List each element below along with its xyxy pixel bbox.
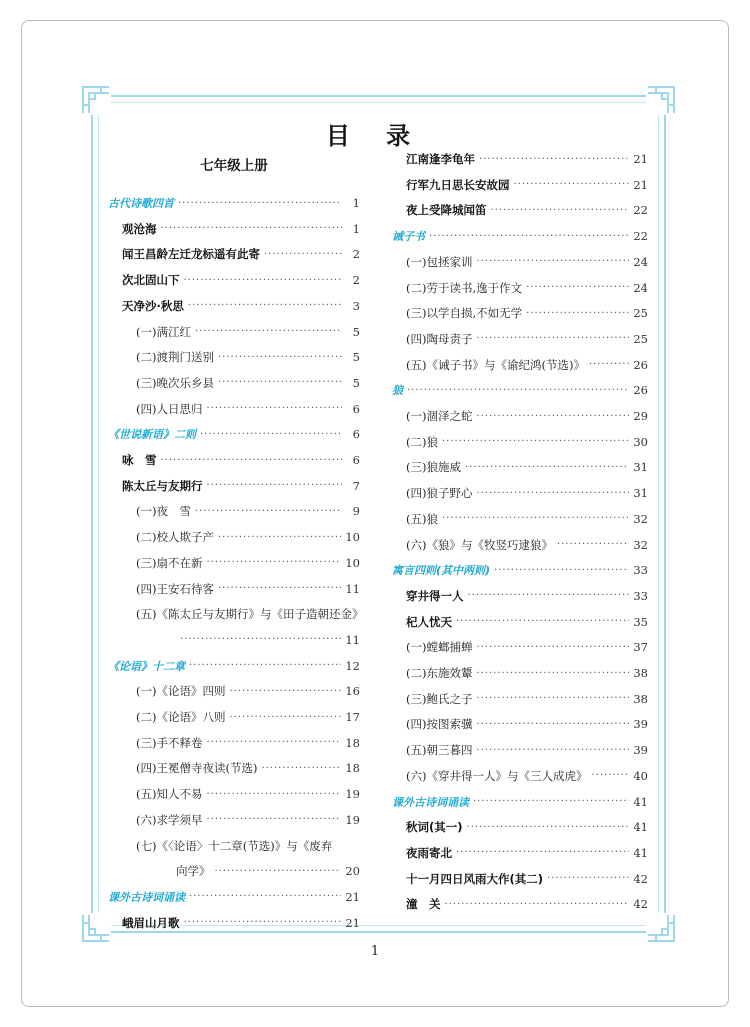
toc-entry[interactable] [136,783,360,805]
toc-entry[interactable] [136,809,360,831]
dot-leader [188,300,342,311]
dot-leader [476,745,629,756]
toc-page-number: 32 [633,537,648,552]
toc-page-number: 5 [352,375,360,390]
corner-ornament-icon [646,85,676,115]
toc-entry-title: (一)夜 雪 [136,504,191,519]
dot-leader [479,154,629,165]
dot-leader [178,198,342,209]
toc-page-number: 30 [633,434,648,449]
toc-entry[interactable] [406,508,648,530]
dot-leader [494,565,629,576]
toc-entry[interactable] [136,321,360,343]
dot-leader [229,712,341,723]
dot-leader [456,616,629,627]
toc-entry-title: 潼 关 [406,897,441,912]
toc-entry[interactable] [136,372,360,394]
toc-entry-title: (二)东施效颦 [406,666,473,680]
toc-page-number: 21 [345,915,360,930]
toc-entry[interactable] [406,405,648,427]
toc-page-number: 37 [633,640,648,655]
toc-entry-title: (二)校人欺子产 [136,530,214,545]
toc-entry-title: (四)狼子野心 [406,486,473,501]
toc-page-number: 21 [345,889,360,904]
toc-entry-title: 夜雨寄北 [406,845,452,860]
toc-page-number: 9 [352,504,360,519]
toc-entry-title: 夜上受降城闻笛 [406,203,487,218]
toc-page-number: 11 [345,581,360,596]
toc-entry[interactable] [406,277,648,299]
dot-leader [445,899,630,910]
toc-entry[interactable] [406,765,648,787]
toc-entry-title: 穿井得一人 [406,588,464,603]
toc-page-number: 1 [352,196,360,210]
toc-page-number: 31 [633,486,648,501]
toc-page-number: 6 [352,401,360,416]
page-title: 目 录 [325,122,425,150]
toc-entry[interactable] [122,295,360,317]
toc-page-number: 11 [345,632,360,647]
toc-entry[interactable] [406,251,648,273]
toc-page-number: 24 [633,254,648,269]
toc-entry-title: 观沧海 [122,221,157,236]
dot-leader [189,891,341,902]
toc-entry-title: 课外古诗词诵读 [392,795,469,809]
toc-entry-title: 《论语》十二章 [108,659,185,673]
corner-ornament-icon [81,913,111,943]
toc-entry-title: (五)狼 [406,511,438,526]
toc-entry-title: (一)螳螂捕蝉 [406,640,473,655]
toc-entry-title: (五)知人不易 [136,787,203,802]
toc-entry[interactable] [406,328,648,350]
toc-page-number: 7 [352,478,360,493]
toc-entry[interactable] [406,636,648,658]
dot-leader [407,385,629,396]
toc-entry-title: (三)手不释卷 [136,735,203,750]
dot-leader [218,377,342,388]
toc-page-number: 5 [352,324,360,339]
toc-entry-title: 古代诗歌四首 [108,197,174,210]
toc-page-number: 41 [633,794,648,809]
dot-leader [206,789,341,800]
toc-page-number: 17 [345,710,360,724]
toc-entry-title: (六)《狼》与《牧竖巧逮狼》 [406,537,553,552]
toc-page-number: 29 [633,409,648,423]
dot-leader [476,693,629,704]
toc-entry[interactable] [136,398,360,420]
toc-page-number: 21 [633,152,648,166]
toc-entry[interactable] [122,475,360,497]
toc-page-number: 6 [352,453,360,467]
toc-entry-title: 陈太丘与友期行 [122,478,203,493]
toc-entry[interactable] [136,757,360,779]
toc-page-number: 39 [633,717,648,732]
dot-leader [195,506,342,517]
toc-entry-title: 寓言四则(其中两则) [392,564,491,578]
toc-section-heading[interactable] [392,791,648,813]
dot-leader [429,231,629,242]
toc-entry-title: 次北固山下 [122,273,180,288]
toc-entry-title: 天净沙·秋思 [122,298,184,313]
toc-entry-title: (三)狼施威 [406,460,461,475]
dot-leader [218,532,341,543]
toc-entry[interactable] [406,354,648,376]
dot-leader [200,429,342,440]
toc-entry[interactable] [406,456,648,478]
toc-page-number: 12 [345,658,360,673]
toc-page-number: 42 [633,871,648,886]
dot-leader [442,436,629,447]
toc-page-number: 20 [345,864,360,879]
toc-page-number: 38 [633,666,648,680]
toc-entry[interactable] [406,868,648,890]
toc-entry[interactable] [136,680,360,702]
toc-page-number: 24 [633,280,648,295]
toc-entry[interactable] [406,148,648,170]
toc-page-number: 16 [345,684,360,699]
dot-leader [261,763,341,774]
corner-ornament-icon [646,913,676,943]
dot-leader [491,205,630,216]
dot-leader [468,590,630,601]
dot-leader [229,686,341,697]
toc-page-number: 25 [633,306,648,321]
toc-entry[interactable] [122,218,360,240]
toc-entry-title: 课外古诗词诵读 [108,890,185,904]
toc-section-heading[interactable] [392,225,648,247]
dot-leader [473,796,629,807]
dot-leader [476,719,629,730]
dot-leader [476,333,629,344]
toc-entry-title: (三)扇不在新 [136,555,203,570]
toc-entry[interactable] [406,688,648,710]
toc-page-number: 10 [345,555,360,570]
toc-entry-title: (一)涸泽之蛇 [406,409,473,423]
dot-leader [189,660,341,671]
toc-entry[interactable] [136,603,364,625]
toc-entry[interactable] [406,174,648,196]
toc-entry-title: (四)王冕僧寺夜读(节选) [136,761,258,776]
toc-entry[interactable] [406,739,648,761]
toc-entry[interactable] [136,835,360,857]
toc-page-number: 41 [633,820,648,835]
toc-entry-title: (二)《论语》八则 [136,710,226,724]
toc-page-number: 31 [633,460,648,475]
grade-heading: 七年级上册 [200,158,268,174]
toc-entry-title: 向学》 [176,864,211,879]
toc-entry-title: (五)《诫子书》与《谕纪鸿(节选)》 [406,357,585,372]
dot-leader [589,359,629,370]
dot-leader [526,308,629,319]
toc-page-number: 33 [633,588,648,603]
toc-page-number: 19 [345,787,360,802]
dot-leader [456,847,629,858]
dot-leader [514,179,630,190]
toc-page-number: 42 [633,897,648,912]
dot-leader [206,557,341,568]
toc-page-number: 39 [633,743,648,758]
dot-leader [467,822,630,833]
toc-page-number: 2 [352,273,360,288]
toc-entry[interactable] [122,243,360,265]
toc-entry[interactable] [122,269,360,291]
toc-entry[interactable] [406,893,648,915]
toc-entry[interactable] [136,500,360,522]
toc-page-number: 38 [633,691,648,706]
dot-leader [476,411,629,422]
toc-entry-title: (三)晚次乐乡县 [136,375,214,390]
dot-leader [476,668,629,679]
toc-entry-title: (四)陶母责子 [406,331,473,346]
toc-entry[interactable] [136,552,360,574]
toc-entry-title: (五)《陈太丘与友期行》与《田子造朝还金》 [136,607,364,622]
toc-page-number: 5 [352,350,360,365]
toc-section-heading[interactable] [392,379,648,401]
toc-entry-title: (一)包拯家训 [406,254,473,269]
toc-page-number: 19 [345,812,360,827]
dot-leader [180,634,341,645]
toc-entry-title: 闻王昌龄左迁龙标遥有此寄 [122,247,260,262]
toc-section-heading[interactable] [108,655,360,677]
toc-entry[interactable] [176,860,360,882]
toc-entry[interactable] [406,662,648,684]
toc-entry-title: 杞人忧天 [406,614,452,629]
toc-entry-title: (四)人日思归 [136,401,203,416]
dot-leader [476,256,629,267]
toc-entry[interactable] [136,732,360,754]
toc-entry[interactable] [406,431,648,453]
toc-entry[interactable] [136,578,360,600]
toc-entry[interactable] [406,302,648,324]
dot-leader [215,866,342,877]
toc-page-number: 33 [633,563,648,578]
toc-entry-title: (六)求学须早 [136,812,203,827]
toc-section-heading[interactable] [108,886,360,908]
toc-entry[interactable] [136,526,360,548]
toc-entry[interactable] [122,449,360,471]
toc-page-number: 21 [633,177,648,192]
toc-page-number: 18 [345,761,360,776]
dot-leader [161,455,343,466]
toc-page-number: 3 [352,298,360,313]
toc-entry-title: (三)以学自损,不如无学 [406,306,523,321]
dot-leader [184,917,342,928]
dot-leader [206,814,341,825]
toc-entry[interactable] [406,816,648,838]
toc-entry[interactable] [136,346,360,368]
dot-leader [207,480,343,491]
toc-entry[interactable] [122,912,360,934]
toc-section-heading[interactable] [108,192,360,214]
toc-entry-title: (三)鲍氏之子 [406,691,473,706]
dot-leader [218,352,342,363]
toc-entry[interactable] [406,611,648,633]
toc-entry[interactable] [406,534,648,556]
toc-page-number: 32 [633,511,648,526]
toc-page-number: 41 [633,845,648,860]
toc-entry-title: 《世说新语》二则 [108,428,196,442]
toc-entry-title: (二)渡荆门送别 [136,350,214,365]
toc-entry[interactable] [406,713,648,735]
toc-page-number: 10 [345,530,360,545]
toc-page-number: 1 [352,221,360,236]
toc-entry-title: (二)狼 [406,434,438,449]
toc-entry-title: (二)劳于读书,逸于作文 [406,280,523,295]
dot-leader [476,642,629,653]
toc-entry[interactable] [406,842,648,864]
toc-page-number: 40 [633,768,648,783]
toc-page-number: 22 [633,229,648,244]
toc-entry-title: (七)《〈论语〉十二章(节选)》与《废弃 [136,838,333,853]
toc-entry-title: (五)朝三暮四 [406,743,473,758]
dot-leader [557,539,629,550]
toc-entry-title: 咏 雪 [122,453,157,467]
toc-entry[interactable] [406,585,648,607]
dot-leader [206,737,341,748]
dot-leader [264,249,342,260]
corner-ornament-icon [81,85,111,115]
page-number: 1 [370,944,380,959]
toc-entry[interactable] [406,482,648,504]
toc-entry[interactable] [176,629,360,651]
toc-entry-title: 狼 [392,384,403,398]
toc-page-number: 22 [633,203,648,218]
dot-leader [547,873,629,884]
toc-entry-title: 江南逢李龟年 [406,152,475,166]
dot-leader [591,770,629,781]
toc-entry-title: 峨眉山月歌 [122,915,180,930]
toc-page-number: 2 [352,247,360,262]
toc-entry-title: (四)按图索骥 [406,717,473,732]
toc-entry-title: (一)满江红 [136,324,191,339]
toc-page-number: 26 [633,383,648,398]
toc-page-number: 25 [633,331,648,346]
toc-page-number: 26 [633,357,648,372]
toc-entry-title: 十一月四日风雨大作(其二) [406,871,544,886]
toc-entry[interactable] [136,706,360,728]
dot-leader [526,282,629,293]
toc-entry[interactable] [406,199,648,221]
toc-entry-title: 诫子书 [392,230,425,244]
toc-section-heading[interactable] [108,423,360,445]
dot-leader [465,462,629,473]
dot-leader [476,488,629,499]
dot-leader [161,223,343,234]
dot-leader [206,403,342,414]
dot-leader [195,326,342,337]
toc-entry-title: (六)《穿井得一人》与《三人成虎》 [406,768,588,783]
toc-entry-title: 行军九日思长安故园 [406,177,510,192]
toc-section-heading[interactable] [392,559,648,581]
toc-entry-title: (一)《论语》四则 [136,684,226,699]
dot-leader [218,583,341,594]
dot-leader [442,513,629,524]
toc-page-number: 6 [352,427,360,442]
toc-entry-title: 秋词(其一) [406,820,463,835]
dot-leader [184,275,343,286]
toc-page-number: 18 [345,735,360,750]
toc-page-number: 35 [633,614,648,629]
toc-entry-title: (四)王安石待客 [136,581,214,596]
